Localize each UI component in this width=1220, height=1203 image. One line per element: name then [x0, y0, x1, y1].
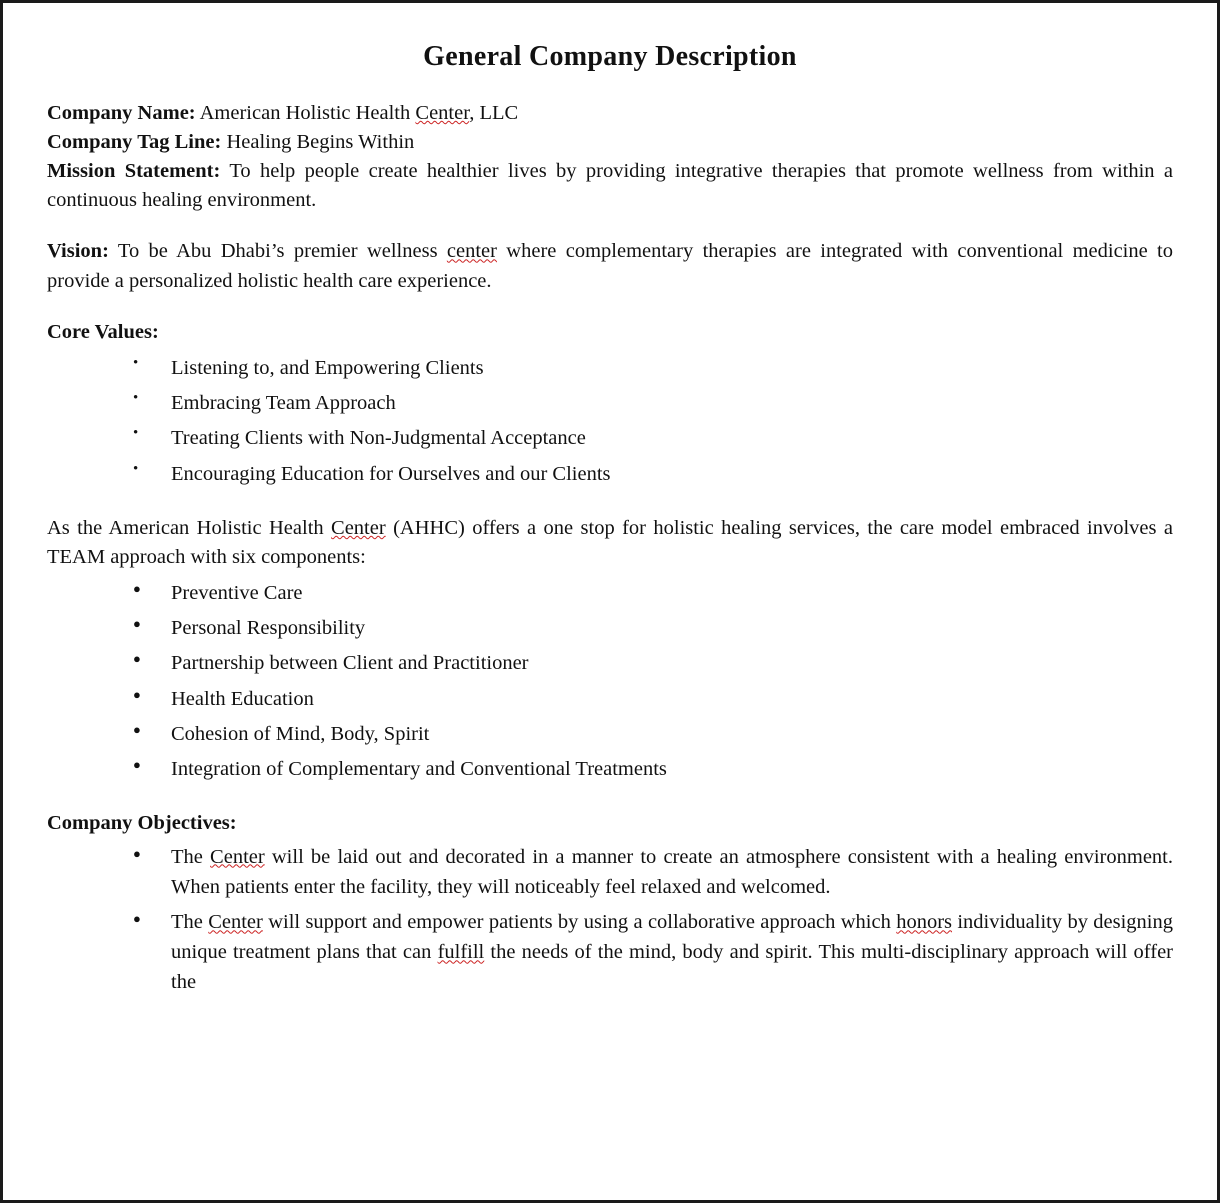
core-values-heading: [47, 318, 1173, 347]
list-item: • Encouraging Education for Ourselves and our Clients: [133, 457, 1173, 492]
spelling-error-underline: Center: [210, 845, 265, 868]
field-label-mission-statement: Mission Statement:: [47, 160, 221, 183]
spelling-error-underline: Center: [415, 102, 470, 124]
spelling-error-underline: fulfill: [437, 941, 485, 964]
list-item: ● The Center will support and empower patients by using a collaborative approach which honors individuality by designing unique treatment plans that can fulfill the needs of the mind, body and spirit. This multi-disciplinary approach will offer the: [133, 908, 1173, 998]
list-item: ● Health Education: [133, 682, 1173, 717]
field-value-mission-statement: To help people create healthier lives by providing integrative therapies that promote wellness from within a continuous healing environment.: [47, 160, 1173, 212]
document-body: [3, 3, 1217, 998]
field-label-company-tag-line: Company Tag Line:: [47, 131, 222, 154]
team-components-list: [47, 576, 1173, 788]
list-item: • Embracing Team Approach: [133, 386, 1173, 421]
list-item: ● The Center will be laid out and decorated in a manner to create an atmosphere consistent with a healing environment. When patients enter the facility, they will noticeably feel relaxed and welcomed.: [133, 843, 1173, 903]
spacer: [47, 296, 1173, 318]
vision-paragraph: [47, 237, 1173, 295]
list-item: ● Cohesion of Mind, Body, Spirit: [133, 717, 1173, 752]
list-item: ● Integration of Complementary and Conventional Treatments: [133, 752, 1173, 787]
list-item: ● Partnership between Client and Practitioner: [133, 646, 1173, 681]
field-company-name: [47, 99, 1173, 128]
list-item: • Treating Clients with Non-Judgmental Acceptance: [133, 421, 1173, 456]
vision-value: To be Abu Dhabi’s premier wellness center where complementary therapies are integrated with conventional medicine to provide a personalized holistic health care experience.: [47, 240, 1173, 292]
objectives-heading-label: Company Objectives:: [47, 812, 237, 835]
core-values-heading-label: Core Values:: [47, 320, 159, 343]
core-values-list: [47, 351, 1173, 492]
vision-label: Vision:: [47, 240, 109, 263]
spacer: [47, 787, 1173, 809]
list-item: • Listening to, and Empowering Clients: [133, 351, 1173, 386]
spelling-error-underline: Center: [331, 516, 386, 539]
field-label-company-name: Company Name:: [47, 102, 196, 124]
field-company-tag-line: [47, 128, 1173, 157]
field-mission-statement: [47, 157, 1173, 215]
list-item: ● Preventive Care: [133, 576, 1173, 611]
list-item: ● Personal Responsibility: [133, 611, 1173, 646]
spelling-error-underline: honors: [896, 911, 952, 934]
spacer: [47, 215, 1173, 237]
objectives-heading: [47, 809, 1173, 838]
field-value-company-name: American Holistic Health Center, LLC: [199, 102, 519, 124]
field-value-company-tag-line: Healing Begins Within: [226, 131, 415, 154]
page-title: General Company Description: [423, 41, 797, 72]
spelling-error-underline: center: [446, 240, 497, 263]
objectives-list: [47, 843, 1173, 999]
team-intro-paragraph: As the American Holistic Health Center (AHHC) offers a one stop for holistic healing services, the care model embraced involves a TEAM approach with six components:: [47, 516, 1173, 568]
spelling-error-underline: Center: [208, 911, 263, 934]
spacer: [47, 492, 1173, 514]
